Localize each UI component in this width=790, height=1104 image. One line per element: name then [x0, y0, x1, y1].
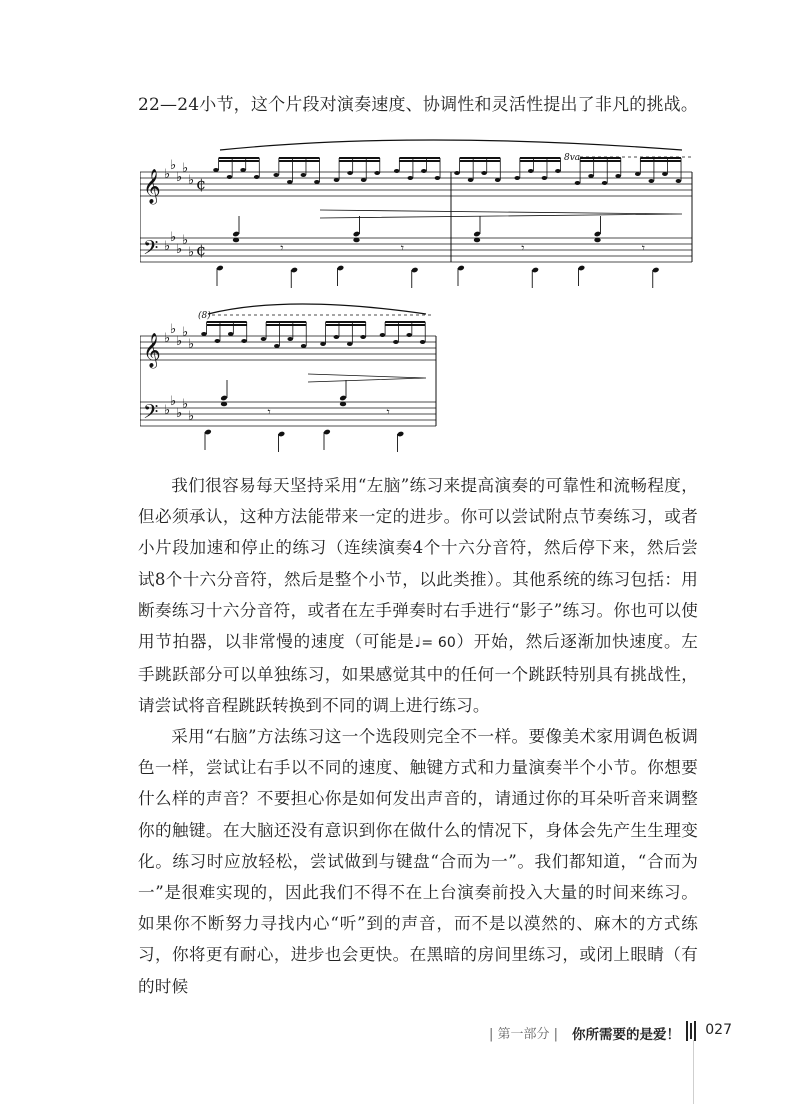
- note-head: [602, 181, 608, 185]
- flat-sign: ♭: [182, 325, 189, 340]
- note-head: [273, 173, 279, 177]
- note-head: [676, 179, 682, 183]
- page-number: 027: [705, 1022, 732, 1038]
- flat-sign: ♭: [176, 242, 183, 257]
- bass-clef-icon: 𝄢: [143, 236, 159, 264]
- flat-sign: ♭: [164, 239, 171, 254]
- bass-chord-note: [594, 238, 600, 243]
- music-score: [140, 138, 700, 460]
- flat-sign: ♭: [176, 170, 183, 185]
- eighth-rest: 𝄾: [400, 241, 404, 255]
- cut-time-icon: ¢: [196, 240, 207, 259]
- note-head: [301, 173, 307, 177]
- note-head: [555, 169, 561, 173]
- flat-sign: ♭: [188, 337, 195, 352]
- bass-chord-note: [353, 238, 359, 243]
- note-head: [334, 178, 340, 182]
- note-head: [228, 332, 234, 336]
- hairpin: [320, 210, 682, 218]
- flat-sign: ♭: [176, 334, 183, 349]
- cut-time-icon: ¢: [196, 174, 207, 193]
- note-head: [408, 176, 414, 180]
- note-head: [301, 344, 307, 348]
- note-head: [588, 174, 594, 178]
- phrase-slur: [208, 304, 426, 314]
- tempo-marking: ♩= 60: [414, 635, 456, 652]
- note-head: [360, 335, 366, 339]
- note-head: [481, 171, 487, 175]
- intro-line: 22—24小节，这个片段对演奏速度、协调性和灵活性提出了非凡的挑战。: [138, 95, 699, 115]
- note-head: [528, 169, 534, 173]
- note-head: [542, 176, 548, 180]
- bass-chord-note: [221, 402, 227, 407]
- note-head: [635, 172, 641, 176]
- note-head: [575, 181, 581, 185]
- paragraph-left-brain-text-1: 我们很容易每天坚持采用“左脑”练习来提高演奏的可靠性和流畅程度，但必须承认，这种方法能带来一定的进步。你可以尝试附点节奏练习，或者小片段加速和停止的练习（连续演奏4个十六分音符，然后停下来，然后尝试8个十六分音符，然后是整个小节，以此类推）。其他系统的练习包括：用断奏练习十六分音符，或者在左手弹奏时右手进行“影子”练习。你也可以使用节拍器，以非常慢的速度（可能是: [138, 476, 698, 652]
- bass-chord-note: [340, 402, 346, 407]
- flat-sign: ♭: [182, 397, 189, 412]
- note-head: [394, 169, 400, 173]
- eighth-rest: 𝄾: [521, 241, 525, 255]
- note-head: [215, 339, 221, 343]
- note-head: [227, 175, 233, 179]
- note-head: [495, 178, 501, 182]
- bass-chord-note: [233, 238, 239, 243]
- page-edge-line: [693, 1040, 694, 1104]
- score-system-2: [140, 304, 436, 452]
- note-head: [261, 337, 267, 341]
- flat-sign: ♭: [164, 331, 171, 346]
- note-head: [615, 174, 621, 178]
- note-head: [320, 342, 326, 346]
- flat-sign: ♭: [188, 409, 195, 424]
- eighth-rest: 𝄾: [386, 405, 390, 419]
- treble-clef-icon: 𝄞: [143, 169, 161, 204]
- flat-sign: ♭: [170, 394, 177, 409]
- note-head: [201, 332, 207, 336]
- octave-mark-second: (8): [198, 311, 211, 321]
- flat-sign: ♭: [164, 167, 171, 182]
- eighth-rest: 𝄾: [641, 241, 645, 255]
- note-head: [435, 176, 441, 180]
- bass-chord-note: [474, 238, 480, 243]
- flat-sign: ♭: [182, 233, 189, 248]
- paragraph-left-brain: [138, 470, 698, 722]
- footer-bar-icon: [686, 1021, 696, 1041]
- note-head: [393, 340, 399, 344]
- note-head: [240, 168, 246, 172]
- flat-sign: ♭: [188, 245, 195, 260]
- note-head: [274, 344, 280, 348]
- note-head: [468, 178, 474, 182]
- flat-sign: ♭: [182, 161, 189, 176]
- footer-chapter-title: 你所需要的是爱！: [572, 1027, 680, 1043]
- note-head: [420, 340, 426, 344]
- note-head: [374, 171, 380, 175]
- eighth-rest: 𝄾: [267, 405, 271, 419]
- score-system-1: [140, 140, 692, 288]
- hairpin: [308, 374, 426, 382]
- note-head: [514, 176, 520, 180]
- note-head: [454, 171, 460, 175]
- note-head: [314, 180, 320, 184]
- note-head: [380, 333, 386, 337]
- flat-sign: ♭: [170, 322, 177, 337]
- flat-sign: ♭: [170, 158, 177, 173]
- note-head: [347, 342, 353, 346]
- note-head: [361, 178, 367, 182]
- note-head: [421, 169, 427, 173]
- note-head: [649, 179, 655, 183]
- flat-sign: ♭: [164, 403, 171, 418]
- page-footer: [0, 1017, 790, 1047]
- bass-clef-icon: 𝄢: [143, 400, 159, 428]
- note-head: [287, 337, 293, 341]
- paragraph-right-brain: 采用“右脑”方法练习这一个选段则完全不一样。要像美术家用调色板调色一样，尝试让右手以不同的速度、触键方式和力量演奏半个小节。你想要什么样的声音？不要担心你是如何发出声音的，请通过你的耳朵听音来调整你的触键。在大脑还没有意识到你在做什么的情况下，身体会先产生生理变化。练习时应放轻松，尝试做到与键盘“合而为一”。我们都知道，“合而为一”是很难实现的，因此我们不得不在上台演奏前投入大量的时间来练习。如果你不断努力寻找内心“听”到的声音，而不是以漠然的、麻木的方式练习，你将更有耐心，进步也会更快。在黑暗的房间里练习，或闭上眼睛（有的时候: [138, 727, 698, 996]
- note-head: [406, 333, 412, 337]
- treble-clef-icon: 𝄞: [143, 333, 161, 368]
- note-head: [213, 168, 219, 172]
- note-head: [254, 175, 260, 179]
- note-head: [334, 335, 340, 339]
- note-head: [347, 171, 353, 175]
- octave-mark-top: 8va: [564, 153, 581, 163]
- note-head: [662, 172, 668, 176]
- phrase-slur: [220, 140, 682, 150]
- paragraph-left-brain-text-2: ）开始，然后逐渐加快速度。左手跳跃部分可以单独练习，如果感觉其中的任何一个跳跃特别具有挑战性，请尝试将音程跳跃转换到不同的调上进行练习。: [138, 632, 698, 716]
- eighth-rest: 𝄾: [280, 241, 284, 255]
- flat-sign: ♭: [176, 406, 183, 421]
- note-head: [287, 180, 293, 184]
- note-head: [241, 339, 247, 343]
- flat-sign: ♭: [188, 173, 195, 188]
- flat-sign: ♭: [170, 230, 177, 245]
- footer-part-label: | 第一部分 |: [488, 1027, 558, 1042]
